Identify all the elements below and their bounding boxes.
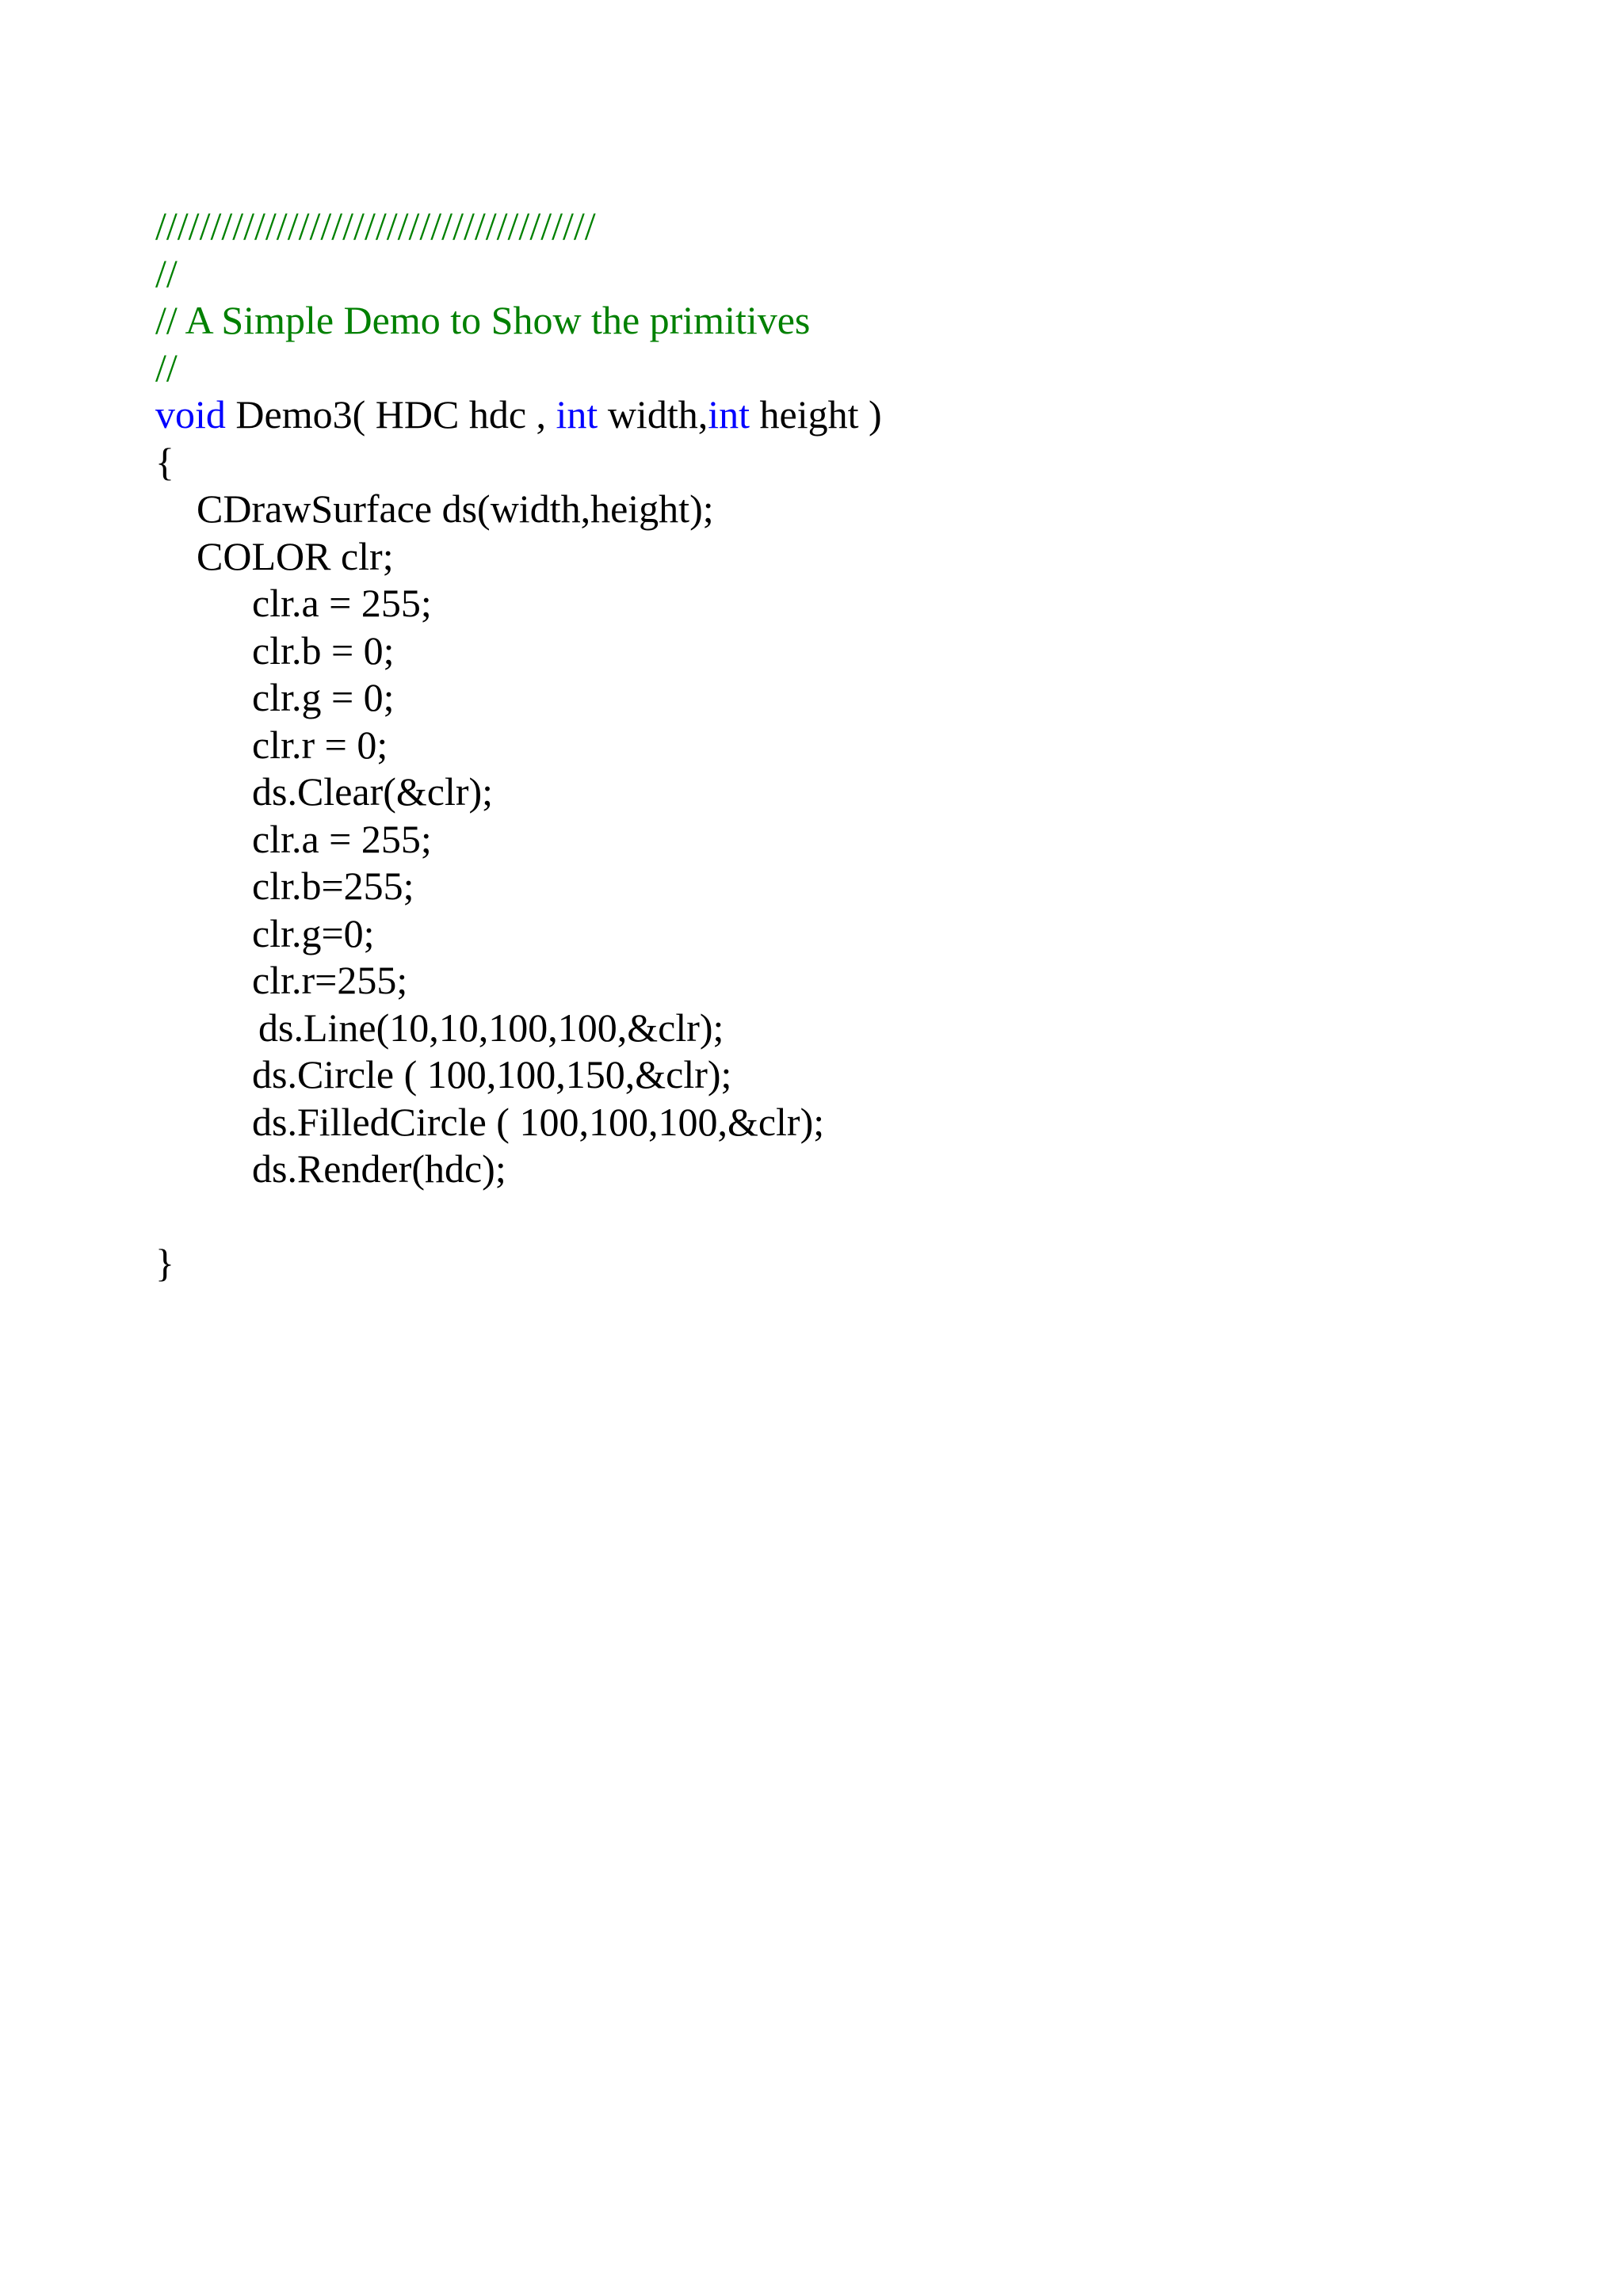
- brace-close: }: [155, 1241, 174, 1285]
- code-line-a2: clr.a = 255;: [252, 816, 432, 861]
- code-line-line: ds.Line(10,10,100,100,&clr);: [258, 1005, 724, 1050]
- code-line-b2: clr.b=255;: [252, 864, 414, 908]
- code-line-r1: clr.r = 0;: [252, 722, 388, 767]
- keyword-int-1: int: [556, 392, 598, 437]
- code-line-circle: ds.Circle ( 100,100,150,&clr);: [252, 1052, 732, 1097]
- comment-title: // A Simple Demo to Show the primitives: [155, 298, 811, 342]
- brace-open: {: [155, 439, 174, 484]
- code-line-g2: clr.g=0;: [252, 910, 375, 955]
- comment-blank-2: //: [155, 345, 178, 390]
- keyword-void: void: [155, 392, 226, 437]
- code-line-a1: clr.a = 255;: [252, 581, 432, 625]
- blank-line: [155, 1193, 1550, 1241]
- code-listing: [155, 203, 1550, 1287]
- code-line-surface: CDrawSurface ds(width,height);: [197, 486, 714, 531]
- keyword-int-2: int: [708, 392, 750, 437]
- code-line-clear: ds.Clear(&clr);: [252, 769, 494, 814]
- code-line-color: COLOR clr;: [197, 533, 394, 578]
- comment-blank-1: //: [155, 250, 178, 296]
- function-signature: [155, 391, 1550, 439]
- code-line-b1: clr.b = 0;: [252, 627, 395, 673]
- code-line-g1: clr.g = 0;: [252, 675, 395, 719]
- param-height: height ): [750, 392, 882, 437]
- param-width: width,: [598, 392, 708, 437]
- signature-name: Demo3( HDC hdc ,: [225, 392, 556, 437]
- code-line-r2: clr.r=255;: [252, 958, 408, 1002]
- comment-separator: ////////////////////////////////////////: [155, 204, 596, 248]
- code-line-filled-circle: ds.FilledCircle ( 100,100,100,&clr);: [252, 1099, 825, 1144]
- code-line-render: ds.Render(hdc);: [252, 1146, 506, 1191]
